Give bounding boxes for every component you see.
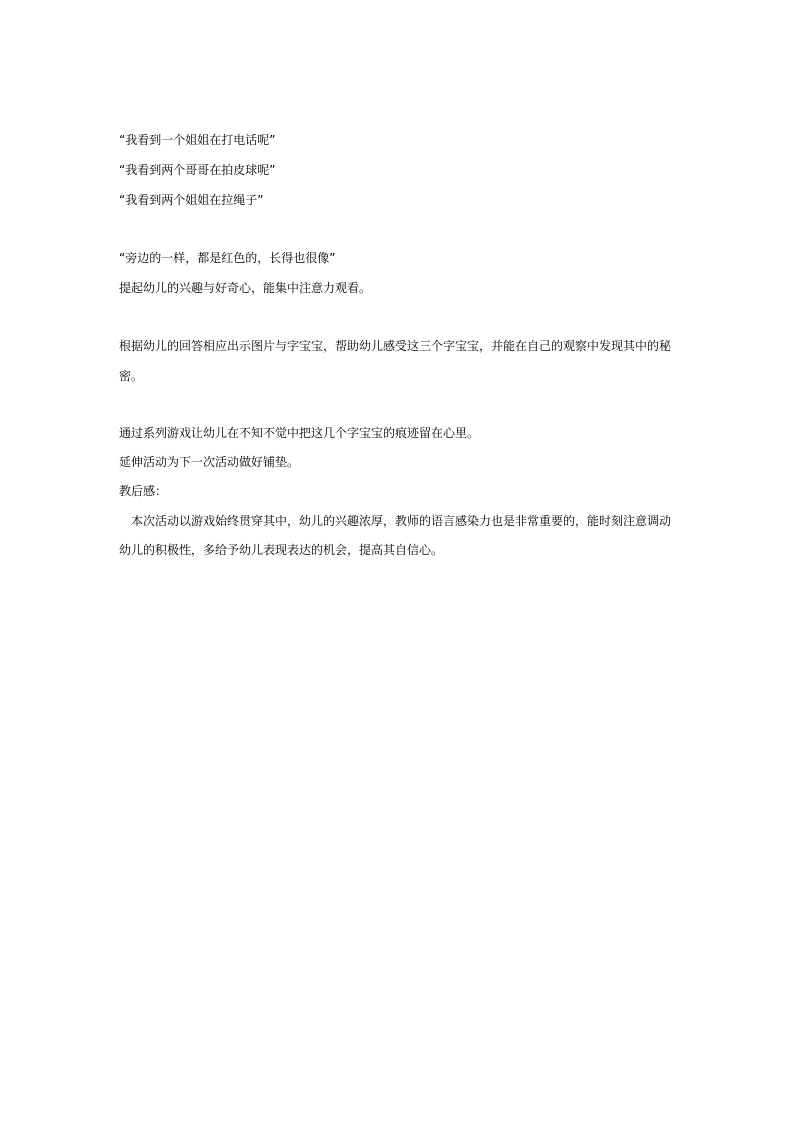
paragraph-interest: 提起幼儿的兴趣与好奇心，能集中注意力观看。 <box>119 281 372 295</box>
paragraph-reflection-line-1: 本次活动以游戏始终贯穿其中，幼儿的兴趣浓厚，教师的语言感染力也是非常重要的，能时刻注意调动 <box>119 514 672 528</box>
dialogue-line-1: “我看到一个姐姐在打电话呢” <box>119 133 276 147</box>
dialogue-line-3: “我看到两个姐姐在拉绳子” <box>119 193 264 207</box>
paragraph-reflection-line-2: 幼儿的积极性，多给予幼儿表现表达的机会，提高其自信心。 <box>119 543 444 557</box>
paragraph-response-line-1: 根据幼儿的回答相应出示图片与字宝宝，帮助幼儿感受这三个字宝宝，并能在自己的观察中发现其中的秘 <box>119 339 672 353</box>
paragraph-extension: 延伸活动为下一次活动做好铺垫。 <box>119 455 300 469</box>
dialogue-line-2: “我看到两个哥哥在拍皮球呢” <box>119 163 276 177</box>
section-heading-reflection: 教后感： <box>119 484 168 498</box>
paragraph-games: 通过系列游戏让幼儿在不知不觉中把这几个字宝宝的痕迹留在心里。 <box>119 426 480 440</box>
dialogue-line-4: “旁边的一样，都是红色的，长得也很像” <box>119 251 336 265</box>
paragraph-response-line-2: 密。 <box>119 369 144 383</box>
